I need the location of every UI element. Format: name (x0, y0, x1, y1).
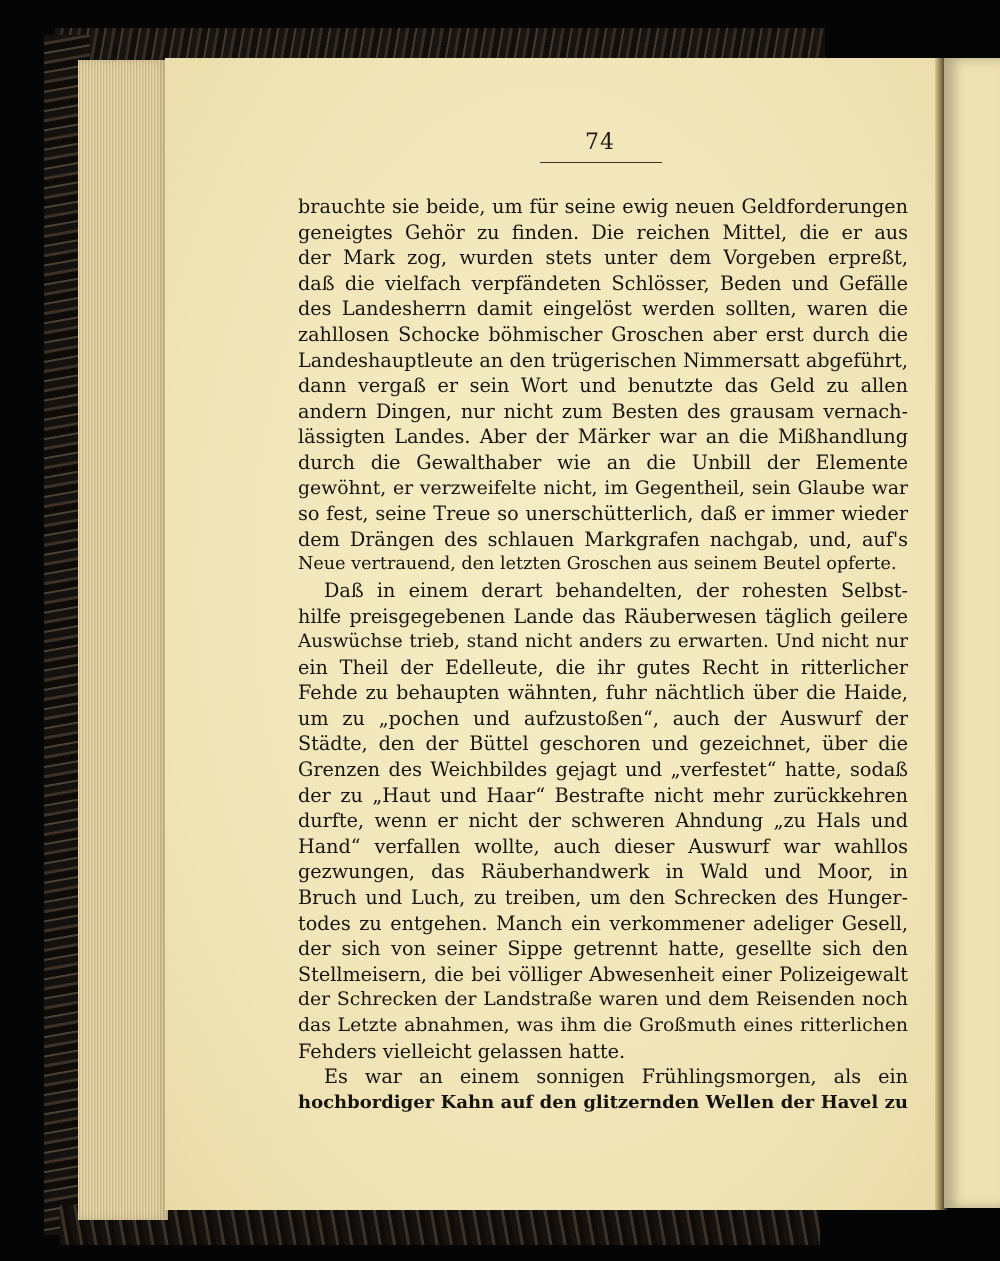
text-line: so fest, seine Treue so unerschütterlich, daß er immer wieder (298, 502, 908, 526)
text-line: lässigten Landes. Aber der Märker war an die Mißhandlung (298, 425, 908, 449)
body-text (298, 194, 908, 1115)
text-line: durch die Gewalthaber wie an die Unbill der Elemente (298, 450, 908, 474)
text-line: gezwungen, das Räuberhandwerk in Wald und Moor, in (298, 860, 908, 884)
book-cover-bottom (60, 1205, 820, 1245)
text-line: Es war an einem sonnigen Frühlingsmorgen, als ein (324, 1065, 908, 1089)
text-line: Bruch und Luch, zu treiben, um den Schrecken des Hunger- (298, 886, 908, 910)
text-line: Landeshauptleute an den trügerischen Nimmersatt abgeführt, (298, 348, 908, 372)
text-line: durfte, wenn er nicht der schweren Ahndung „zu Hals und (298, 809, 908, 833)
text-line: Auswüchse trieb, stand nicht anders zu erwarten. Und nicht nur (298, 631, 908, 653)
text-line: geneigtes Gehör zu finden. Die reichen Mittel, die er aus (298, 220, 908, 244)
page-edges (78, 60, 168, 1220)
text-line: Stellmeisern, die bei völliger Abwesenheit einer Polizeigewalt (298, 962, 908, 986)
text-line: Fehders vielleicht gelassen hatte. (298, 1039, 626, 1063)
text-line: andern Dingen, nur nicht zum Besten des grausam vernach- (298, 399, 908, 423)
text-line: der sich von seiner Sippe getrennt hatte, gesellte sich den (298, 937, 908, 961)
text-line: Daß in einem derart behandelten, der rohesten Selbst- (324, 578, 908, 602)
text-line: der Schrecken der Landstraße waren und dem Reisenden noch (298, 989, 908, 1011)
text-line: Grenzen des Weichbildes gejagt und „verfestet“ hatte, sodaß (298, 758, 908, 782)
text-line: Fehde zu behaupten wähnten, fuhr nächtlich über die Haide, (298, 681, 908, 705)
text-line: daß die vielfach verpfändeten Schlösser, Beden und Gefälle (298, 271, 908, 295)
text-line: hochbordiger Kahn auf den glitzernden Wellen der Havel zu (298, 1091, 908, 1113)
text-line: dem Drängen des schlauen Markgrafen nachgab, und, auf's (298, 527, 908, 551)
text-line: um zu „pochen und aufzustoßen“, auch der Auswurf der (298, 706, 908, 730)
text-line: das Letzte abnahmen, was ihm die Großmuth eines ritterlichen (298, 1015, 908, 1036)
text-line: ein Theil der Edelleute, die ihr gutes Recht in ritterlicher (298, 655, 908, 679)
text-line: hilfe preisgegebenen Lande das Räuberwesen täglich geilere (298, 604, 908, 628)
text-line: dann vergaß er sein Wort und benutzte das Geld zu allen (298, 374, 908, 398)
text-line: todes zu entgehen. Manch ein verkommener adeliger Gesell, (298, 911, 908, 935)
text-line: gewöhnt, er verzweifelte nicht, im Gegentheil, sein Glaube war (298, 477, 908, 499)
text-line: zahllosen Schocke böhmischer Groschen aber erst durch die (298, 322, 908, 346)
text-line: der Mark zog, wurden stets unter dem Vorgeben erpreßt, (298, 246, 908, 270)
text-line: Hand“ verfallen wollte, auch dieser Auswurf war wahllos (298, 834, 908, 858)
facing-page-edge (944, 58, 1000, 1208)
page-number: 74 (585, 130, 615, 155)
text-line: brauchte sie beide, um für seine ewig neuen Geldforderungen (298, 195, 908, 218)
header-rule (540, 162, 662, 163)
text-line: der zu „Haut und Haar“ Bestrafte nicht mehr zurückkehren (298, 783, 908, 807)
text-line: Städte, den der Büttel geschoren und gezeichnet, über die (298, 732, 908, 756)
text-line: Neue vertrauend, den letzten Groschen aus seinem Beutel opferte. (298, 554, 897, 575)
text-line: des Landesherrn damit eingelöst werden sollten, waren die (298, 297, 908, 321)
